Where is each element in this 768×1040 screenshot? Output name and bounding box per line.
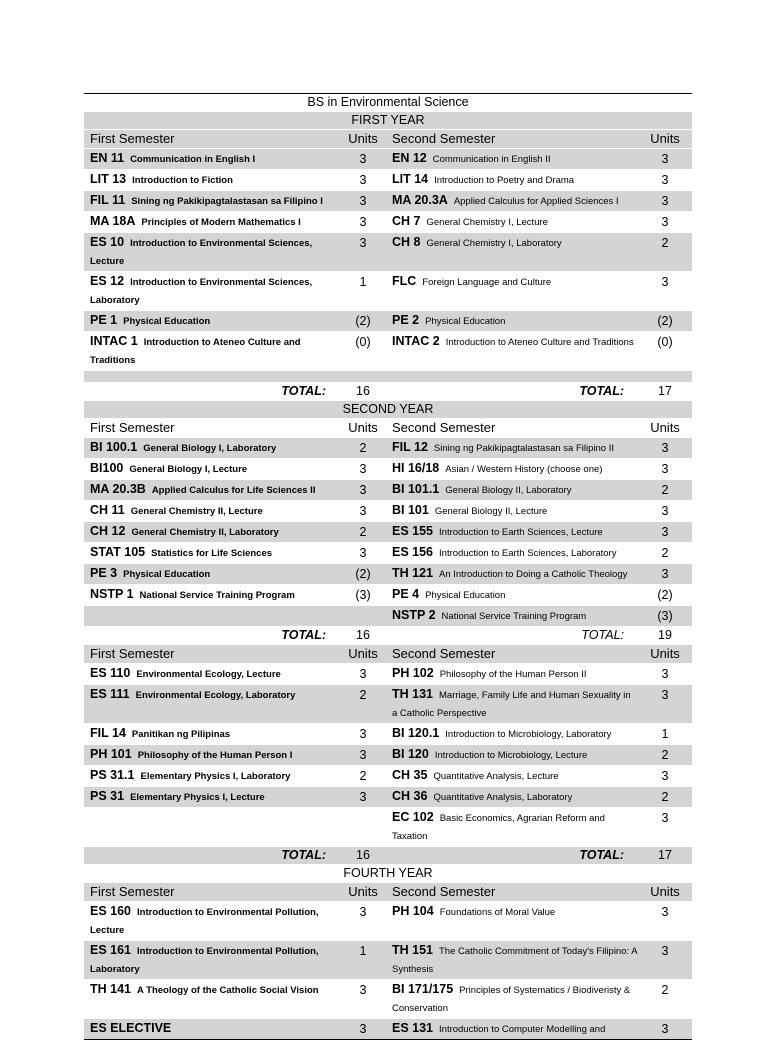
units-header: Units [650, 646, 680, 661]
first-semester-header: First Semester [90, 420, 175, 435]
course-units: 3 [661, 525, 669, 539]
course-units: 3 [359, 504, 367, 518]
course-left [84, 333, 340, 369]
course-left [84, 481, 340, 499]
course-row [84, 212, 692, 233]
course-units: 3 [661, 275, 669, 289]
course-code: CH 36 [392, 789, 428, 803]
course-right [386, 788, 638, 806]
semester-header-row [84, 883, 692, 902]
course-units: 2 [359, 688, 367, 702]
year-heading: SECOND YEAR [342, 402, 434, 416]
course-code: NSTP 1 [90, 587, 134, 601]
course-title: Elementary Physics I, Laboratory [140, 771, 291, 782]
course-rows-third-year [84, 664, 692, 847]
total-second-semester: 17 [658, 384, 672, 398]
course-code: INTAC 1 [90, 334, 138, 348]
course-title: Statistics for Life Sciences [151, 548, 273, 559]
course-code: PS 31 [90, 789, 125, 803]
course-units: 3 [359, 546, 367, 560]
course-right [386, 273, 638, 291]
course-units: 3 [359, 727, 367, 741]
course-right [386, 150, 638, 168]
course-title: Philosophy of the Human Person I [137, 750, 293, 761]
course-right [386, 981, 638, 1017]
course-code: CH 35 [392, 768, 428, 782]
course-code: BI 100.1 [90, 440, 138, 454]
course-left [84, 273, 340, 309]
course-title: General Chemistry I, Laboratory [426, 238, 562, 249]
course-code: TH 151 [392, 943, 433, 957]
semester-header-row [84, 130, 692, 149]
course-right [386, 725, 638, 743]
course-units: 1 [359, 944, 367, 958]
course-code: BI 171/175 [392, 982, 454, 996]
semester-header-row [84, 419, 692, 438]
course-row [84, 311, 692, 332]
course-left [84, 502, 340, 520]
units-header: Units [348, 131, 378, 146]
course-units: 3 [661, 462, 669, 476]
course-right [386, 234, 638, 252]
course-code: BI 101.1 [392, 482, 440, 496]
course-row [84, 902, 692, 941]
course-code: LIT 13 [90, 172, 127, 186]
course-left [84, 746, 340, 764]
course-units: (2) [355, 314, 371, 328]
course-rows-second-year [84, 438, 692, 627]
course-code: FIL 11 [90, 193, 126, 207]
course-title: Marriage, Family Life and Human Sexuality in a Catholic Perspective [392, 690, 631, 719]
course-code: ES ELECTIVE [90, 1021, 172, 1035]
course-right [386, 171, 638, 189]
course-right [386, 607, 638, 625]
course-units: 3 [661, 944, 669, 958]
course-units: 2 [661, 790, 669, 804]
course-units: 3 [359, 194, 367, 208]
course-code: MA 20.3A [392, 193, 448, 207]
year-heading-row [84, 112, 692, 130]
course-right [386, 686, 638, 722]
course-left [84, 686, 340, 704]
course-left [84, 171, 340, 189]
course-units: 3 [661, 194, 669, 208]
course-left [84, 565, 340, 583]
units-header: Units [348, 884, 378, 899]
course-right [386, 502, 638, 520]
course-right [386, 213, 638, 231]
course-units: 3 [359, 215, 367, 229]
course-code: EN 11 [90, 151, 125, 165]
course-units: 3 [661, 173, 669, 187]
course-code: ES 12 [90, 274, 125, 288]
course-units: 3 [359, 905, 367, 919]
course-right [386, 903, 638, 921]
course-code: HI 16/18 [392, 461, 440, 475]
course-code: PE 2 [392, 313, 420, 327]
course-units: 3 [359, 1022, 367, 1036]
course-row [84, 438, 692, 459]
course-title: Foreign Language and Culture [422, 277, 552, 288]
units-header: Units [348, 420, 378, 435]
course-code: NSTP 2 [392, 608, 436, 622]
course-left [84, 523, 340, 541]
course-units: 2 [661, 983, 669, 997]
course-title: Physical Education [425, 316, 506, 327]
program-title: BS in Environmental Science [307, 95, 469, 109]
course-units: 3 [661, 769, 669, 783]
first-semester-header: First Semester [90, 884, 175, 899]
course-right [386, 565, 638, 583]
course-units: 2 [359, 441, 367, 455]
total-label: TOTAL: [281, 384, 326, 398]
course-title: The Catholic Commitment of Today's Filipino: A Synthesis [392, 946, 638, 975]
course-title: Introduction to Environmental Sciences, Lecture [90, 238, 313, 267]
second-semester-header: Second Semester [392, 131, 496, 146]
course-row [84, 564, 692, 585]
course-row [84, 941, 692, 980]
course-right [386, 665, 638, 683]
total-second-semester: 19 [658, 628, 672, 642]
course-code: CH 11 [90, 503, 125, 517]
course-title: Philosophy of the Human Person II [439, 669, 587, 680]
course-units: 3 [661, 688, 669, 702]
course-units: (2) [657, 588, 673, 602]
course-code: BI100 [90, 461, 124, 475]
course-code: PH 101 [90, 747, 132, 761]
course-code: TH 131 [392, 687, 433, 701]
course-title: Elementary Physics I, Lecture [130, 792, 265, 803]
course-title: Sining ng Pakikipagtalastasan sa Filipino I [131, 196, 323, 207]
course-row [84, 501, 692, 522]
course-title: General Chemistry I, Lecture [426, 217, 548, 228]
course-units: 3 [359, 236, 367, 250]
course-units: 3 [359, 748, 367, 762]
total-first-semester: 16 [356, 628, 370, 642]
course-code: ES 156 [392, 545, 434, 559]
course-row [84, 170, 692, 191]
course-title: Applied Calculus for Life Sciences II [151, 485, 316, 496]
course-units: (2) [657, 314, 673, 328]
course-units: (3) [355, 588, 371, 602]
course-code: CH 12 [90, 524, 126, 538]
course-left [84, 460, 340, 478]
second-semester-header: Second Semester [392, 420, 496, 435]
course-code: FIL 14 [90, 726, 126, 740]
course-title: Introduction to Environmental Pollution, Laboratory [90, 946, 319, 975]
course-units: 2 [359, 525, 367, 539]
course-units: 3 [359, 483, 367, 497]
course-row [84, 191, 692, 212]
course-code: ES 160 [90, 904, 132, 918]
course-code: ES 131 [392, 1021, 434, 1035]
course-units: 3 [359, 667, 367, 681]
course-units: 3 [661, 905, 669, 919]
course-left [84, 607, 340, 625]
course-left [84, 665, 340, 683]
year-heading-row [84, 401, 692, 419]
course-code: ES 155 [392, 524, 434, 538]
total-first-semester: 16 [356, 848, 370, 862]
course-title: Basic Economics, Agrarian Reform and Taxation [392, 813, 605, 842]
course-title: Introduction to Microbiology, Laboratory [445, 729, 612, 740]
course-units: 3 [661, 504, 669, 518]
semester-header-row [84, 645, 692, 664]
course-rows-first-year [84, 149, 692, 371]
course-title: A Theology of the Catholic Social Vision [137, 985, 319, 996]
course-code: TH 121 [392, 566, 433, 580]
course-code: FIL 12 [392, 440, 428, 454]
course-left [84, 234, 340, 270]
course-row [84, 459, 692, 480]
course-code: BI 101 [392, 503, 429, 517]
total-label: TOTAL: [281, 628, 326, 642]
course-left [84, 767, 340, 785]
second-semester-header: Second Semester [392, 884, 496, 899]
course-title: National Service Training Program [139, 590, 295, 601]
course-code: PE 1 [90, 313, 118, 327]
course-title: General Biology II, Laboratory [445, 485, 572, 496]
course-units: (0) [657, 335, 673, 349]
course-units: 2 [661, 236, 669, 250]
course-left [84, 725, 340, 743]
units-header: Units [650, 131, 680, 146]
course-units: 2 [661, 546, 669, 560]
course-units: (3) [657, 609, 673, 623]
course-code: EN 12 [392, 151, 427, 165]
course-title: Principles of Modern Mathematics I [141, 217, 301, 228]
course-row [84, 724, 692, 745]
course-title: Introduction to Ateneo Culture and Traditions [445, 337, 634, 348]
units-header: Units [348, 646, 378, 661]
course-title: Introduction to Earth Sciences, Lecture [439, 527, 603, 538]
course-code: EC 102 [392, 810, 434, 824]
course-units: 3 [661, 1022, 669, 1036]
course-units: 3 [661, 811, 669, 825]
course-title: General Biology I, Lecture [129, 464, 248, 475]
course-right [386, 544, 638, 562]
course-row [84, 149, 692, 170]
course-right [386, 192, 638, 210]
course-right [386, 942, 638, 978]
course-row [84, 1019, 692, 1040]
course-units: (0) [355, 335, 371, 349]
course-title: Principles of Systematics / Biodiveristy & Conservation [392, 985, 631, 1014]
course-row [84, 980, 692, 1019]
course-title: Introduction to Earth Sciences, Laboratory [439, 548, 617, 559]
course-right [386, 809, 638, 845]
course-title: Environmental Ecology, Laboratory [135, 690, 296, 701]
total-label: TOTAL: [281, 848, 326, 862]
course-title: Physical Education [123, 316, 211, 327]
first-semester-header: First Semester [90, 131, 175, 146]
course-left [84, 192, 340, 210]
course-title: Introduction to Environmental Pollution, Lecture [90, 907, 319, 936]
course-right [386, 460, 638, 478]
course-title: Asian / Western History (choose one) [445, 464, 603, 475]
course-left [84, 544, 340, 562]
course-title: General Chemistry II, Laboratory [131, 527, 279, 538]
course-right [386, 481, 638, 499]
course-units: 3 [359, 462, 367, 476]
course-code: STAT 105 [90, 545, 146, 559]
course-right [386, 439, 638, 457]
course-code: ES 111 [90, 687, 130, 701]
units-header: Units [650, 884, 680, 899]
course-title: Introduction to Fiction [132, 175, 233, 186]
course-code: BI 120.1 [392, 726, 440, 740]
course-title: Panitikan ng Pilipinas [131, 729, 231, 740]
course-left [84, 213, 340, 231]
course-code: FLC [392, 274, 417, 288]
program-title-row [84, 94, 692, 112]
course-code: PE 4 [392, 587, 420, 601]
course-title: Introduction to Environmental Sciences, Laboratory [90, 277, 313, 306]
units-header: Units [650, 420, 680, 435]
total-label: TOTAL: [581, 628, 624, 642]
course-row [84, 585, 692, 606]
course-code: TH 141 [90, 982, 131, 996]
course-left [84, 312, 340, 330]
course-row [84, 685, 692, 724]
course-title: General Chemistry II, Lecture [130, 506, 263, 517]
course-left [84, 903, 340, 939]
course-row [84, 606, 692, 627]
course-units: 1 [661, 727, 669, 741]
course-units: (2) [355, 567, 371, 581]
course-title: Communication in English I [130, 154, 256, 165]
course-title: Introduction to Computer Modelling and [439, 1024, 606, 1035]
course-code: INTAC 2 [392, 334, 440, 348]
course-title: National Service Training Program [441, 611, 587, 622]
course-right [386, 1020, 638, 1038]
course-row [84, 272, 692, 311]
course-left [84, 809, 340, 827]
course-units: 3 [661, 441, 669, 455]
course-units: 3 [359, 152, 367, 166]
spacer-row [84, 371, 692, 383]
course-row [84, 332, 692, 371]
course-row [84, 480, 692, 501]
course-units: 3 [661, 667, 669, 681]
course-left [84, 150, 340, 168]
course-units: 2 [661, 483, 669, 497]
second-semester-header: Second Semester [392, 646, 496, 661]
course-right [386, 333, 638, 351]
course-row [84, 808, 692, 847]
course-right [386, 312, 638, 330]
course-code: ES 110 [90, 666, 131, 680]
course-row [84, 787, 692, 808]
course-code: PH 104 [392, 904, 434, 918]
course-row [84, 745, 692, 766]
course-right [386, 586, 638, 604]
course-title: Introduction to Poetry and Drama [434, 175, 575, 186]
course-left [84, 942, 340, 978]
course-code: ES 10 [90, 235, 125, 249]
course-code: PE 3 [90, 566, 118, 580]
course-units: 3 [359, 983, 367, 997]
course-code: ES 161 [90, 943, 132, 957]
first-semester-header: First Semester [90, 646, 175, 661]
course-left [84, 981, 340, 999]
total-second-semester: 17 [658, 848, 672, 862]
course-title: Physical Education [123, 569, 211, 580]
year-heading: FIRST YEAR [351, 113, 425, 127]
course-units: 3 [661, 567, 669, 581]
course-code: MA 18A [90, 214, 136, 228]
total-label: TOTAL: [579, 848, 624, 862]
year-heading-row [84, 865, 692, 883]
course-units: 1 [359, 275, 367, 289]
course-right [386, 746, 638, 764]
total-row [84, 627, 692, 645]
course-rows-fourth-year [84, 902, 692, 1040]
course-row [84, 233, 692, 272]
course-units: 3 [359, 790, 367, 804]
course-title: Introduction to Ateneo Culture and Traditions [90, 337, 301, 366]
course-title: Quantitative Analysis, Lecture [433, 771, 559, 782]
course-title: Communication in English II [432, 154, 551, 165]
course-units: 3 [661, 215, 669, 229]
course-title: Sining ng Pakikipagtalastasan sa Filipino II [433, 443, 614, 454]
course-left [84, 788, 340, 806]
course-title: Introduction to Microbiology, Lecture [434, 750, 588, 761]
course-code: LIT 14 [392, 172, 429, 186]
course-code: BI 120 [392, 747, 429, 761]
total-label: TOTAL: [579, 384, 624, 398]
course-right [386, 523, 638, 541]
course-units: 2 [661, 748, 669, 762]
course-left [84, 439, 340, 457]
course-code: CH 8 [392, 235, 421, 249]
course-title: General Biology II, Lecture [434, 506, 548, 517]
total-row [84, 847, 692, 865]
total-first-semester: 16 [356, 384, 370, 398]
course-title: Physical Education [425, 590, 506, 601]
course-right [386, 767, 638, 785]
curriculum-table [84, 93, 692, 1040]
course-title: Foundations of Moral Value [439, 907, 556, 918]
course-code: PS 31.1 [90, 768, 135, 782]
course-left [84, 586, 340, 604]
course-title: Applied Calculus for Applied Sciences I [453, 196, 619, 207]
course-units: 2 [359, 769, 367, 783]
course-title: Environmental Ecology, Lecture [136, 669, 281, 680]
course-title: An Introduction to Doing a Catholic Theology [439, 569, 628, 580]
course-title: General Biology I, Laboratory [143, 443, 277, 454]
course-row [84, 664, 692, 685]
course-units: 3 [359, 173, 367, 187]
course-row [84, 522, 692, 543]
course-title: Quantitative Analysis, Laboratory [433, 792, 573, 803]
course-row [84, 543, 692, 564]
course-code: CH 7 [392, 214, 421, 228]
course-code: MA 20.3B [90, 482, 146, 496]
course-row [84, 766, 692, 787]
course-left [84, 1020, 340, 1038]
year-heading: FOURTH YEAR [343, 866, 433, 880]
course-code: PH 102 [392, 666, 434, 680]
course-units: 3 [661, 152, 669, 166]
total-row [84, 383, 692, 401]
